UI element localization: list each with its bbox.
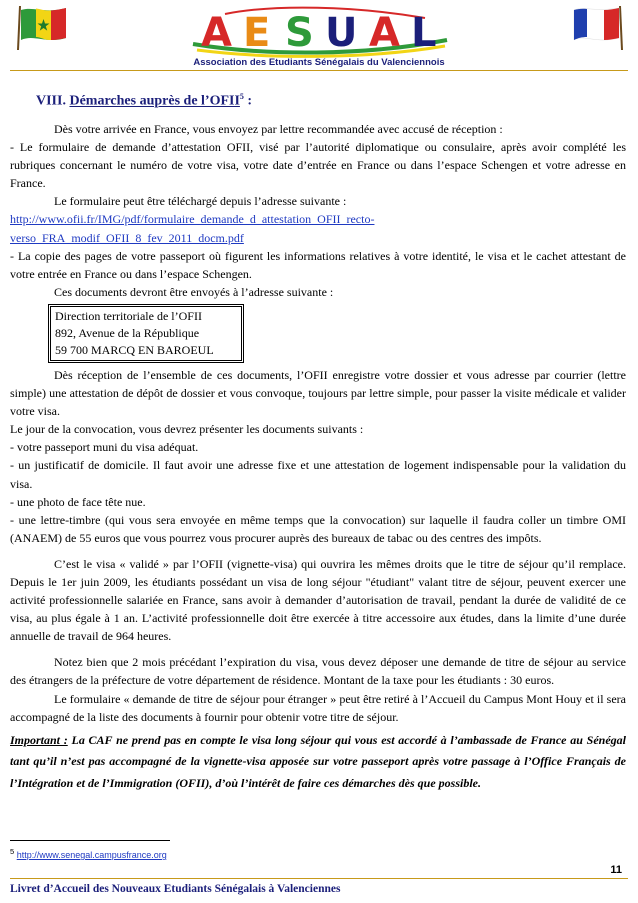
svg-text:U: U [325,10,358,56]
association-subtitle: Association des Etudiants Sénégalais du Valenciennois [193,57,445,68]
section-number: VIII. [36,93,66,109]
paragraph: C’est le visa « validé » par l’OFII (vignette-visa) qui ouvrira les mêmes droits que le titre de séjour qu’il remplace. Depuis le 1er juin 2009, les étudiants possédant un visa de long séjour "étudiant" valant titre de séjour, peuvent exercer une activité professionnelle salariée en France, sans avoir à demander d’autorisation de travail, pendant la durée de validité de ce visa, au plus égale à 1 an. L’activité professionnelle doit être exercée à titre accessoire aux études, dans la limite d’une durée annuelle de travail de 964 heures. [10,556,626,644]
section-title [36,92,252,110]
footnote-link[interactable]: http://www.senegal.campusfrance.org [16,850,167,860]
footnote-number: 5 [10,847,15,856]
section-title-colon: : [243,93,253,109]
ofii-form-link-cont[interactable]: verso_FRA_modif_OFII_8_fev_2011_docm.pdf [10,230,244,245]
svg-text:E: E [243,10,271,56]
aesual-logo [185,4,455,58]
paragraph: Notez bien que 2 mois précédant l’expiration du visa, vous devez déposer une demande de titre de séjour au service des étrangers de la préfecture de votre département de résidence. Montant de la taxe pour les étudiants : 30 euros. [10,655,626,688]
address-line: Direction territoriale de l’OFII [55,308,202,323]
paragraph: - Le formulaire de demande d’attestation OFII, visé par l’autorité diplomatique ou consulaire, après avoir complété les rubriques concernant le numéro de votre visa, votre date d’entrée en France ou dans l’espace Schengen et votre adresse en France. [10,140,626,191]
svg-text:S: S [285,10,314,56]
important-note [10,730,626,795]
section-title-text: Démarches auprès de l’OFII [69,93,240,109]
footer-divider [10,878,628,879]
list-item: - un justificatif de domicile. Il faut avoir une adresse fixe et une attestation de logement indispensable pour la validation du visa. [10,458,626,491]
ofii-form-link[interactable]: http://www.ofii.fr/IMG/pdf/formulaire_demande_d_attestation_OFII_recto- [10,212,375,227]
footnote-divider [10,840,170,841]
svg-text:A: A [201,10,232,56]
list-item: - une lettre-timbre (qui vous sera envoyée en même temps que la convocation) sur laquelle il faudra coller un timbre OMI (ANAEM) de 55 euros que vous pourrez vous procurer auprès des bureaux de tabac ou des centres des impôts. [10,512,626,545]
address-line: 59 700 MARCQ EN BAROEUL [55,342,214,357]
important-text: La CAF ne prend pas en compte le visa long séjour qui vous est accordé à l’ambassade de France au Sénégal tant qu’il n’est pas accompagné de la vignette-visa apposée sur votre passeport après votre passage à l’Office Français de l’Intégration et de l’Immigration (OFII), d’où l’intérêt de faire ces démarches dès que possible. [10,732,626,790]
important-label: Important : [10,732,68,747]
footnote-ref[interactable]: 5 [239,92,244,101]
list-item: - votre passeport muni du visa adéquat. [10,440,199,455]
header-divider [10,70,628,71]
paragraph: Dès réception de l’ensemble de ces documents, l’OFII enregistre votre dossier et vous adresse par courrier (lettre simple) une attestation de dépôt de dossier et vous convoque, toujours par lettre simple, pour passer la visite médicale et valider votre visa. [10,367,626,419]
document-body [10,120,626,794]
footer-title: Livret d’Accueil des Nouveaux Etudiants Sénégalais à Valenciennes [10,883,341,895]
ofii-address-box [48,304,244,363]
paragraph: Le formulaire « demande de titre de séjour pour étranger » peut être retiré à l’Accueil du Campus Mont Houy et il sera accompagné de la liste des documents à fournir pour obtenir votre titre de séjour. [10,691,626,724]
senegal-flag-icon [14,4,70,52]
paragraph: Le jour de la convocation, vous devrez présenter les documents suivants : [10,422,364,437]
paragraph: Ces documents devront être envoyés à l’adresse suivante : [54,284,334,299]
footnote [10,847,167,860]
paragraph: - La copie des pages de votre passeport où figurent les informations relatives à votre identité, le visa et le cachet attestant de votre entrée en France ou dans l’espace Schengen. [10,248,626,281]
paragraph: Dès votre arrivée en France, vous envoyez par lettre recommandée avec accusé de réception : [54,122,503,136]
list-item: - une photo de face tête nue. [10,494,146,509]
address-line: 892, Avenue de la République [55,325,200,340]
france-flag-icon [570,4,626,52]
page-number: 11 [610,864,622,876]
svg-text:A: A [369,10,400,56]
svg-text:L: L [411,10,437,56]
paragraph: Le formulaire peut être téléchargé depuis l’adresse suivante : [54,194,347,209]
